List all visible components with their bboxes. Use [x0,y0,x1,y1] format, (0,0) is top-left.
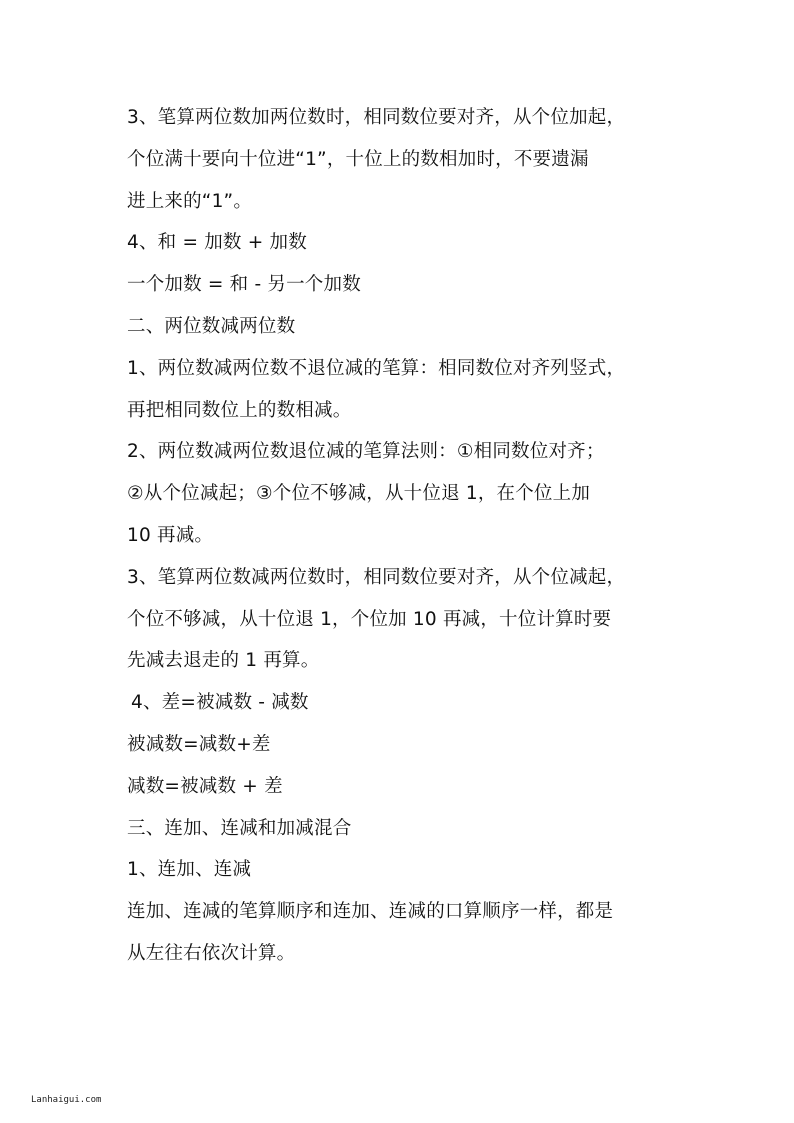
footer-watermark: Lanhaigui.com [31,1095,102,1105]
text-line: 先减去退走的 1 再算。 [127,650,320,672]
text-line: 再把相同数位上的数相减。 [127,399,352,421]
text-line: 3、笔算两位数减两位数时，相同数位要对齐，从个位减起， [127,566,626,588]
text-line: 一个加数 = 和 - 另一个加数 [127,274,361,296]
section-heading: 三、连加、连减和加减混合 [127,817,352,839]
text-line: 4、和 = 加数 + 加数 [127,232,307,254]
text-line: 1、两位数减两位数不退位减的笔算：相同数位对齐列竖式， [127,357,626,379]
text-line: 10 再减。 [127,524,214,546]
text-line: 连加、连减的笔算顺序和连加、连减的口算顺序一样，都是 [127,901,614,923]
document-body [127,97,687,975]
text-line: 1、连加、连减 [127,859,252,881]
text-line: 4、差=被减数 - 减数 [131,692,309,714]
text-line: 被减数=减数+差 [127,733,271,755]
text-line: ②从个位减起；③个位不够减，从十位退 1，在个位上加 [127,483,591,505]
text-line: 个位不够减，从十位退 1，个位加 10 再减，十位计算时要 [127,608,612,630]
text-line: 2、两位数减两位数退位减的笔算法则：①相同数位对齐； [127,441,605,463]
section-heading: 二、两位数减两位数 [127,315,296,337]
text-line: 减数=被减数 + 差 [127,775,283,797]
text-line: 进上来的“1”。 [127,190,253,212]
text-line: 3、笔算两位数加两位数时，相同数位要对齐，从个位加起， [127,107,626,128]
text-line: 从左往右依次计算。 [127,942,296,964]
text-line: 个位满十要向十位进“1”，十位上的数相加时，不要遗漏 [127,148,589,170]
